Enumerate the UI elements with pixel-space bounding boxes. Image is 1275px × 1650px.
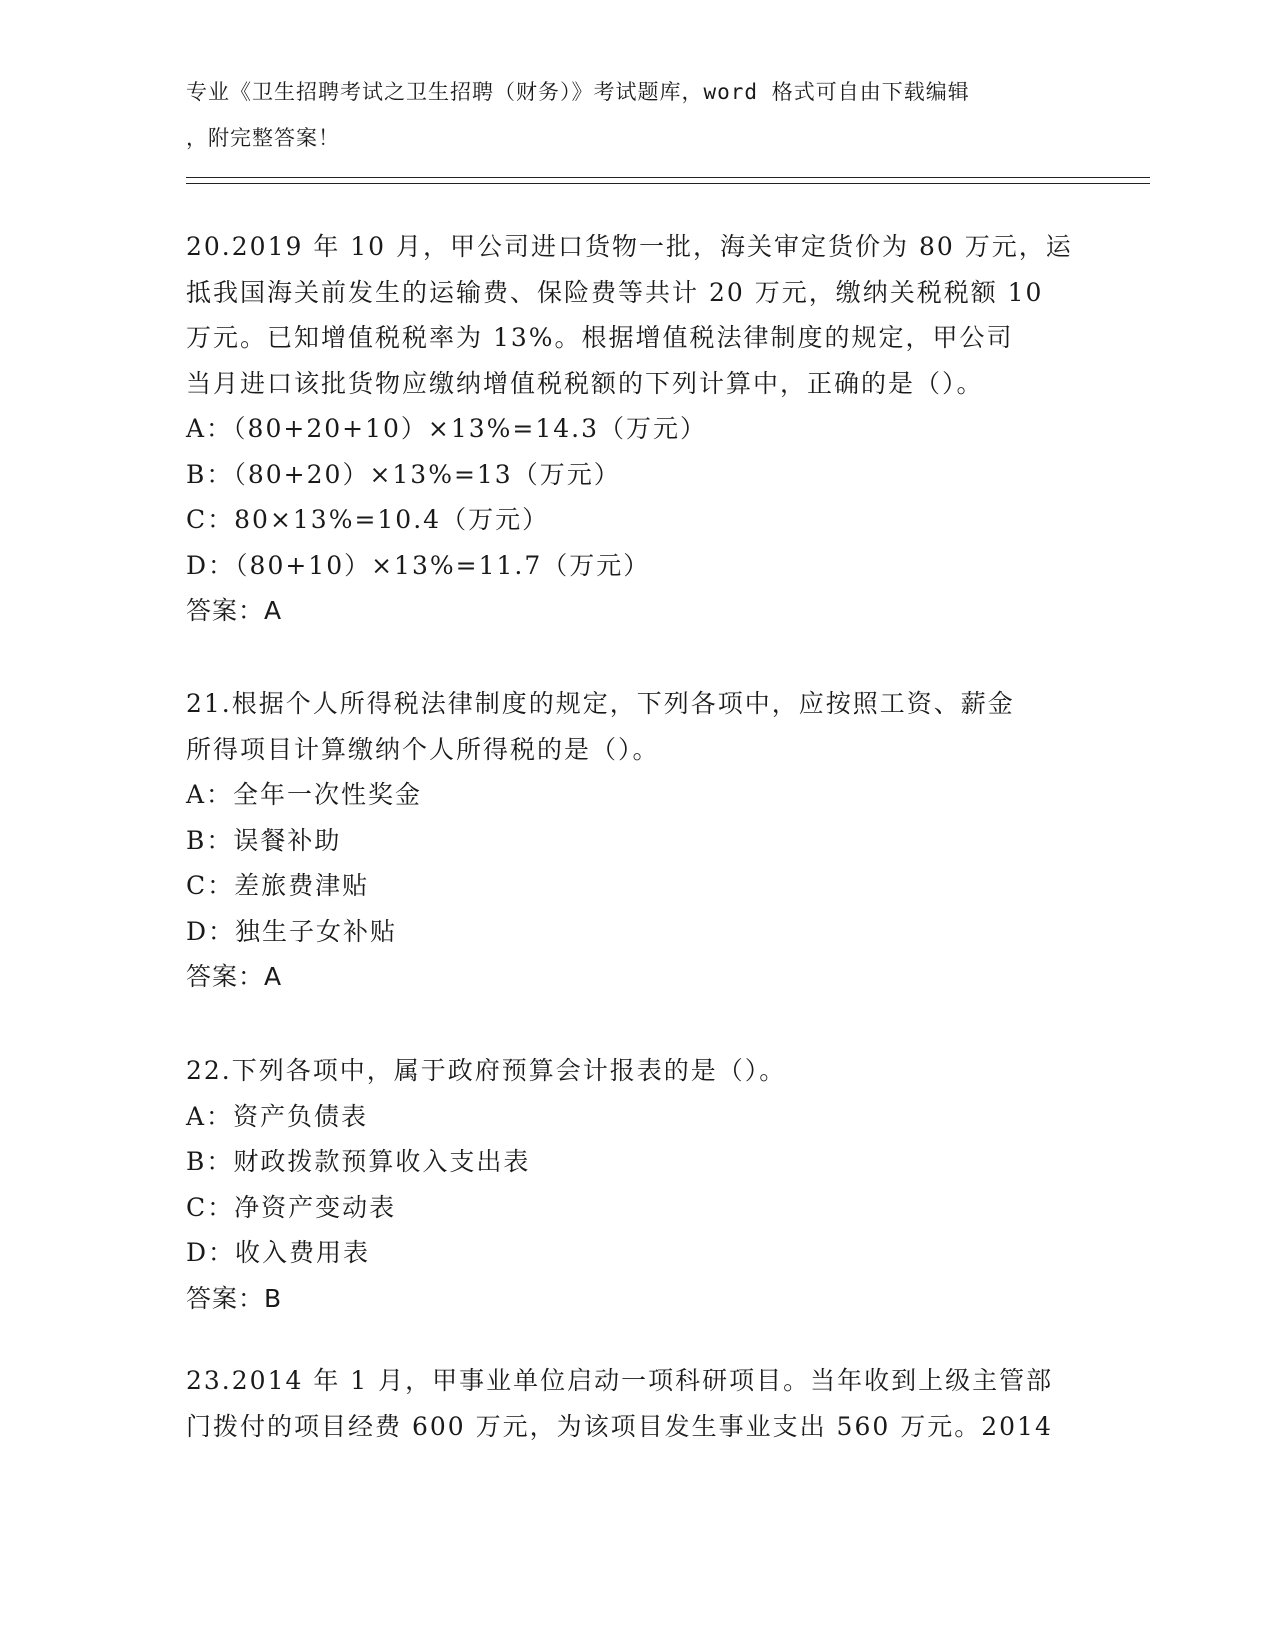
option-d: D：独生子女补贴	[186, 916, 398, 946]
option-b: B：财政拨款预算收入支出表	[186, 1147, 531, 1176]
option-c: C：差旅费津贴	[186, 871, 370, 900]
option-a: A：（80+20+10）×13%=14.3（万元）	[186, 414, 708, 443]
option-b: B：（80+20）×13%=13（万元）	[186, 459, 621, 489]
question-stem-line: 22.下列各项中，属于政府预算会计报表的是（）。	[186, 1056, 787, 1085]
question-21	[186, 681, 1086, 1000]
option-a: A：全年一次性奖金	[186, 780, 423, 809]
option-a: A：资产负债表	[186, 1101, 369, 1131]
question-22	[186, 1048, 1086, 1321]
question-stem-line: 23.2014 年 1 月，甲事业单位启动一项科研项目。当年收到上级主管部	[186, 1366, 1054, 1395]
document-header	[186, 70, 1066, 161]
option-b: B：误餐补助	[186, 825, 342, 855]
option-d: D：收入费用表	[186, 1238, 371, 1267]
question-stem-line: 21.根据个人所得税法律制度的规定，下列各项中，应按照工资、薪金	[186, 689, 1015, 718]
question-stem-line: 抵我国海关前发生的运输费、保险费等共计 20 万元，缴纳关税税额 10	[186, 277, 1044, 307]
answer-line: 答案：B	[186, 1283, 283, 1313]
option-c: C：80×13%=10.4（万元）	[186, 505, 550, 534]
question-stem-line: 门拨付的项目经费 600 万元，为该项目发生事业支出 560 万元。2014	[186, 1411, 1053, 1441]
question-stem-line: 万元。已知增值税税率为 13%。根据增值税法律制度的规定，甲公司	[186, 323, 1014, 352]
question-23	[186, 1358, 1086, 1449]
header-line: 专业《卫生招聘考试之卫生招聘（财务）》考试题库，word 格式可自由下载编辑	[186, 80, 970, 104]
question-stem-line: 20.2019 年 10 月，甲公司进口货物一批，海关审定货价为 80 万元，运	[186, 232, 1073, 261]
question-20	[186, 224, 1086, 634]
option-c: C：净资产变动表	[186, 1192, 397, 1222]
header-divider-top	[186, 177, 1150, 178]
header-divider-bottom	[186, 183, 1150, 184]
header-line: ，附完整答案！	[186, 125, 340, 150]
question-stem-line: 当月进口该批货物应缴纳增值税税额的下列计算中，正确的是（）。	[186, 368, 984, 398]
answer-line: 答案：A	[186, 596, 283, 625]
question-stem-line: 所得项目计算缴纳个人所得税的是（）。	[186, 734, 660, 764]
option-d: D：（80+10）×13%=11.7（万元）	[186, 550, 651, 580]
answer-line: 答案：A	[186, 962, 283, 991]
